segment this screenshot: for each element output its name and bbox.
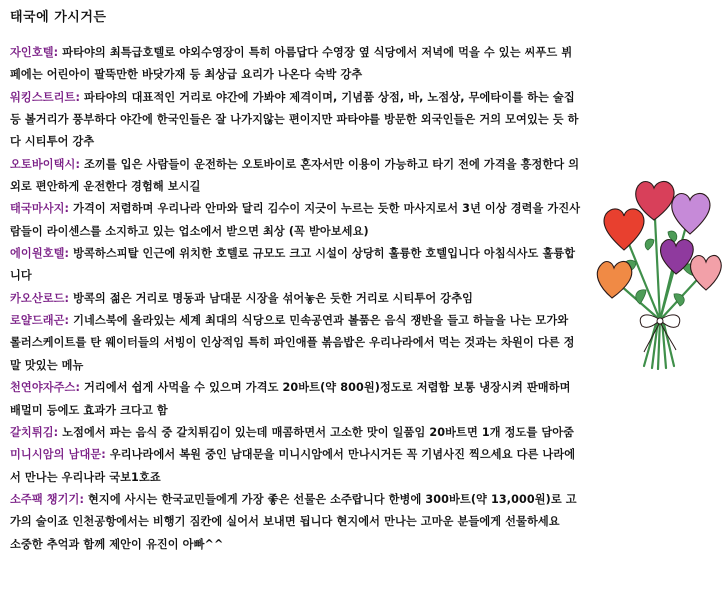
- tip-label: 오토바이택시:: [10, 157, 81, 171]
- tip-text: 조끼를 입은 사람들이 운전하는 오토바이로 혼자서만 이용이 가능하고 타기 전에 가격을 흥정한다 의외로 편안하게 운전한다 경험해 보시길: [10, 157, 580, 194]
- tip-text: 거리에서 쉽게 사먹을 수 있으며 가격도 20바트(약 800원)정도로 저렴함 보통 냉장시켜 판매하며 배멀미 등에도 효과가 크다고 함: [10, 381, 571, 417]
- tip-entry-soju-pack: [10, 489, 582, 534]
- page-title: 태국에 가시거든: [10, 10, 107, 25]
- tip-label: 에이원호텔:: [10, 247, 70, 261]
- bouquet-hearts: [597, 182, 721, 298]
- tip-text: 파타야의 대표적인 거리로 야간에 가봐야 제격이며, 기념품 상점, 바, 노점상, 무에타이를 하는 술집 등 볼거리가 풍부하다 야간에 한국인들은 잘 나가지않는 편이지만 파타야를 방문한 외국인들은 거의 모여있는 듯 하다 시티투어 강추: [10, 90, 579, 149]
- tip-text: 기네스북에 올라있는 세계 최대의 식당으로 민속공연과 볼품은 음식 쟁반을 들고 하늘을 나는 모가와 롤러스케이트를 탄 웨이터들의 서빙이 인상적임 특히 파인애플 볶음밥은 우리나라에서 먹는 것과는 차원이 다른 정말 맛있는 메뉴: [10, 314, 575, 372]
- tip-entry-royal-dragon: [10, 310, 582, 377]
- tip-entry-fried-hairtail: [10, 422, 582, 444]
- tip-label: 갈치튀김:: [10, 425, 59, 439]
- heart-rose-icon: [691, 256, 722, 290]
- tip-entry-a-one-hotel: [10, 243, 582, 288]
- tip-label: 소주팩 챙기기:: [10, 492, 85, 506]
- travel-tips-list: [10, 42, 582, 556]
- tip-entry-mini-siam: [10, 444, 582, 489]
- tip-entry-khaosan-road: [10, 288, 582, 310]
- heart-bouquet-icon: [596, 170, 722, 370]
- tip-text: 우리나라에서 복원 중인 남대문을 미니시암에서 만나시거든 꼭 기념사진 찍으세요 다른 나라에서 만나는 우리나라 국보1호죠: [10, 448, 576, 484]
- tip-text: 노점에서 파는 음식 중 갈치튀김이 있는데 매콤하면서 고소한 맛이 일품임 20바트면 1개 정도를 담아줌: [58, 425, 575, 439]
- tip-label: 카오산로드:: [10, 291, 70, 305]
- tip-entry-motorbike-taxi: [10, 154, 582, 199]
- heart-red-icon: [604, 209, 644, 250]
- heart-lilac-icon: [672, 194, 710, 234]
- closing-text: 소중한 추억과 함께 제안이 유진이 아빠^^: [10, 537, 224, 551]
- tip-label: 워킹스트리트:: [10, 90, 81, 104]
- tip-entry-walking-street: [10, 87, 582, 154]
- closing-note: [10, 534, 582, 556]
- tip-label: 태국마사지:: [10, 202, 70, 216]
- tip-entry-coconut-juice: [10, 377, 582, 422]
- tip-label: 천연야자주스:: [10, 381, 81, 395]
- tip-text: 파타야의 최특급호텔로 야외수영장이 특히 아름답다 수영장 옆 식당에서 저녁에 먹을 수 있는 씨푸드 뷔페에는 어린아이 팔뚝만한 바닷가재 등 최상급 요리가 나온다 숙박 강추: [10, 46, 573, 82]
- tip-text: 가격이 저렴하며 우리나라 안마와 달리 김수이 지긋이 누르는 듯한 마사지로서 3년 이상 경력을 가진사람들이 라이센스를 소지하고 있는 업소에서 받으면 최상 (꼭 받아보세요): [10, 202, 581, 238]
- heart-orange-icon: [597, 262, 631, 298]
- tip-text: 현지에 사시는 한국교민들에게 가장 좋은 선물은 소주랍니다 한병에 300바트(약 13,000원)로 고가의 술이죠 인천공항에서는 비행기 짐칸에 실어서 보내면 됩니다 현지에서 만나는 고마운 분들에게 선물하세요: [10, 492, 577, 529]
- tip-label: 자인호텔:: [10, 46, 59, 59]
- tip-label: 미니시암의 남대문:: [10, 448, 106, 462]
- tip-text: 방콕의 젊은 거리로 명동과 남대문 시장을 섞어놓은 듯한 거리로 시티투어 강추임: [69, 291, 474, 305]
- tip-label: 로얄드래곤:: [10, 314, 70, 328]
- tip-text: 방콕하스피탈 인근에 위치한 호텔로 규모도 크고 시설이 상당히 훌륭한 호텔입니다 아침식사도 훌륭합니다: [10, 247, 576, 283]
- tip-entry-thai-massage: [10, 198, 582, 243]
- tip-entry-zain-hotel: [10, 42, 582, 87]
